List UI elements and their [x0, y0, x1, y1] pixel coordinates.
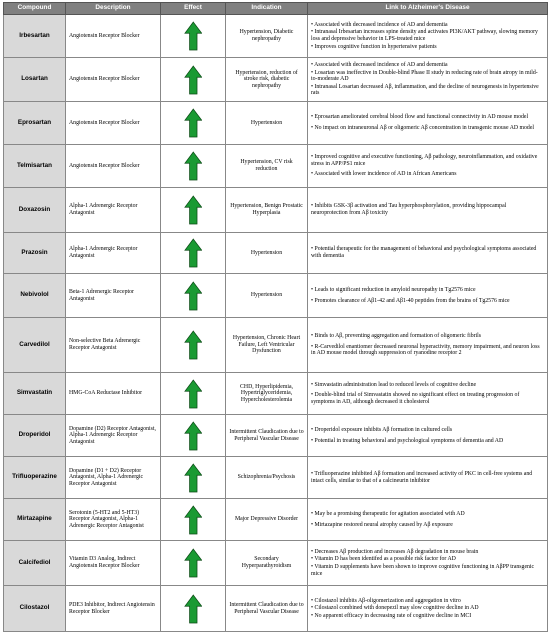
link-bullet: • Improves cognitive function in hypertensive patients: [311, 43, 437, 50]
table-row: [4, 499, 548, 541]
link-bullet: • Vitamin D has been identifed as a possible risk factor for AD: [311, 556, 456, 563]
up-arrow-icon: [184, 108, 203, 138]
drug-table-container: [3, 2, 547, 632]
table-row: [4, 15, 548, 58]
table-row: [4, 541, 548, 586]
compound-name: Mirtazapine: [4, 499, 66, 541]
link-bullet: • Improved cognitive and executive functioning, Aβ pathology, neuroinflammation, and oxidative stress in APP/PS1 mice: [311, 154, 538, 167]
link-to-ad: [308, 415, 548, 457]
indication: Hypertension: [226, 233, 308, 274]
table-row: [4, 233, 548, 274]
compound-name: Losartan: [4, 58, 66, 102]
header-effect: Effect: [161, 3, 226, 15]
effect-cell: [161, 541, 226, 586]
link-bullet: • Simvastatin administration lead to reduced levels of cognitive decline: [311, 381, 477, 388]
effect-cell: [161, 318, 226, 373]
link-bullet: • Losartan was ineffective in Double-blind Phase II study in reducing rate of brain atropy in mild-to-moderate AD: [311, 69, 538, 83]
compound-name: Telmisartan: [4, 145, 66, 188]
table-row: [4, 373, 548, 415]
link-bullet: • Leads to significant reduction in amyloid neuropathy in Tg2576 mice: [311, 286, 476, 293]
compound-name: Prazosin: [4, 233, 66, 274]
link-to-ad: [308, 58, 548, 102]
compound-name: Nebivolol: [4, 274, 66, 318]
indication: Hypertension: [226, 274, 308, 318]
link-bullet: • May be a promising therapeutic for agitation associated with AD: [311, 510, 465, 517]
compound-name: Eprosartan: [4, 102, 66, 145]
up-arrow-icon: [184, 65, 203, 95]
compound-description: Vitamin D3 Analog, Indirect Angiotensin Receptor Blocker: [66, 541, 161, 586]
up-arrow-icon: [184, 151, 203, 181]
indication: Intermittent Claudication due to Peripheral Vascular Disease: [226, 586, 308, 632]
indication: Intermittent Claudication due to Peripheral Vascular Disease: [226, 415, 308, 457]
indication: Hypertension, Benign Prostatic Hyperplasia: [226, 188, 308, 233]
compound-name: Trifluoperazine: [4, 457, 66, 499]
effect-cell: [161, 586, 226, 632]
header-description: Description: [66, 3, 161, 15]
link-to-ad: [308, 457, 548, 499]
effect-cell: [161, 274, 226, 318]
table-row: [4, 586, 548, 632]
compound-description: Serotonin (5-HT2 and 5-HT3) Receptor Antagonist, Alpha-1 Adrenergic Receptor Antagonist: [66, 499, 161, 541]
compound-name: Cilostazol: [4, 586, 66, 632]
compound-description: Alpha-1 Adrenergic Receptor Antagonist: [66, 188, 161, 233]
effect-cell: [161, 373, 226, 415]
compound-name: Carvedilol: [4, 318, 66, 373]
link-bullet: • Decreases Aβ production and increases Aβ degradation in mouse brain: [311, 548, 479, 555]
effect-cell: [161, 145, 226, 188]
indication: Hypertension: [226, 102, 308, 145]
table-row: [4, 318, 548, 373]
up-arrow-icon: [184, 238, 203, 268]
link-bullet: • Double-blind trial of Simvastatin showed no significant effect on treating progression of symptoms in AD, although decreased it cholesterol: [311, 392, 520, 405]
effect-cell: [161, 499, 226, 541]
compound-description: HMG-CoA Reductase Inhibitor: [66, 373, 161, 415]
link-to-ad: [308, 373, 548, 415]
link-to-ad: [308, 586, 548, 632]
up-arrow-icon: [184, 379, 203, 409]
table-row: [4, 274, 548, 318]
effect-cell: [161, 457, 226, 499]
indication: CHD, Hyperlipidemia, Hypertriglyceridemia, Hypercholesterolemia: [226, 373, 308, 415]
header-compound: Compound: [4, 3, 66, 15]
up-arrow-icon: [184, 463, 203, 493]
link-bullet: • Cilostazol combined with donepezil may slow cognitive decline in AD: [311, 605, 479, 612]
header-row: [4, 3, 548, 15]
link-bullet: • Promotes clearance of Aβ1-42 and Aβ1-40 peptides from the brains of Tg2576 mice: [311, 297, 510, 304]
up-arrow-icon: [184, 21, 203, 51]
link-bullet: • Associated with decreased incidence of AD and dementia: [311, 21, 448, 28]
compound-description: Non-selective Beta Adrenergic Receptor Antagonist: [66, 318, 161, 373]
effect-cell: [161, 188, 226, 233]
indication: Major Depressive Disorder: [226, 499, 308, 541]
compound-name: Simvastatin: [4, 373, 66, 415]
compound-description: Angiotensin Receptor Blocker: [66, 145, 161, 188]
up-arrow-icon: [184, 281, 203, 311]
compound-description: Angiotensin Receptor Blocker: [66, 15, 161, 58]
header-indication: Indication: [226, 3, 308, 15]
compound-name: Calcifediol: [4, 541, 66, 586]
link-bullet: • Inhibits GSK-3β activation and Tau hyperphosphorylation, providing hippocampal neuroprotection from Aβ toxicity: [311, 203, 507, 216]
compound-name: Droperidol: [4, 415, 66, 457]
link-bullet: • Trifluoperazine inhibited Aβ formation and increased activity of PKC in cell-free systems and intact cells, similar to that of a calcineurin inhibitor: [311, 470, 533, 484]
link-bullet: • Associated with decreased incidence of AD and dementia: [311, 62, 448, 69]
indication: Hypertension, Diabetic nephropathy: [226, 15, 308, 58]
link-bullet: • Associated with lower incidence of AD in African Americans: [311, 171, 457, 178]
link-bullet: • Cilostazol inhibits Aβ-oligomerization and aggregation in vitro: [311, 597, 461, 604]
link-bullet: • Potential therapeutic for the management of behavioral and psychological symptoms associated with dementia: [311, 246, 537, 259]
link-to-ad: [308, 541, 548, 586]
link-to-ad: [308, 233, 548, 274]
link-bullet: • Droperidol exposure inhibits Aβ formation in cultured cells: [311, 426, 453, 433]
compound-description: Beta-1 Adrenergic Receptor Antagonist: [66, 274, 161, 318]
indication: Secondary Hyperparathyroidism: [226, 541, 308, 586]
indication: Hypertension, CV risk reduction: [226, 145, 308, 188]
link-bullet: • No impact on intraneuronal Aβ or oligomeric Aβ concentration in transgenic mouse AD model: [311, 125, 535, 131]
table-row: [4, 145, 548, 188]
table-row: [4, 415, 548, 457]
link-to-ad: [308, 15, 548, 58]
link-bullet: • Binds to Aβ, preventing aggregation and formation of oligomeric fibrils: [311, 333, 481, 340]
up-arrow-icon: [184, 505, 203, 535]
compound-description: Angiotensin Receptor Blocker: [66, 102, 161, 145]
compound-description: Angiotensin Receptor Blocker: [66, 58, 161, 102]
indication: Schizophrenia/Psychosis: [226, 457, 308, 499]
up-arrow-icon: [184, 195, 203, 225]
table-body: [4, 15, 548, 632]
link-to-ad: [308, 274, 548, 318]
header-link-to-ad: Link to Alzheimer's Disease: [308, 3, 548, 15]
up-arrow-icon: [184, 330, 203, 360]
compound-description: Dopamine (D2) Receptor Antagonist, Alpha-1 Adrenergic Receptor Antagonist: [66, 415, 161, 457]
up-arrow-icon: [184, 594, 203, 624]
effect-cell: [161, 233, 226, 274]
link-bullet: • No apparent efficacy in decreasing rate of cognitive decline in MCI: [311, 612, 472, 619]
link-bullet: • Eprosartan ameliorated cerebral blood flow and functional connectivity in AD mouse model: [311, 114, 529, 121]
compound-name: Irbesartan: [4, 15, 66, 58]
compound-description: PDE3 Inhibitor, Indirect Angiotensin Receptor Blocker: [66, 586, 161, 632]
effect-cell: [161, 58, 226, 102]
link-to-ad: [308, 188, 548, 233]
link-to-ad: [308, 145, 548, 188]
link-bullet: • Intranasal Irbesartan increases spine density and activates PI3K/AKT pathway, slowing memory loss and depressive behavior in LPS-treated mice: [311, 29, 538, 42]
table-row: [4, 457, 548, 499]
compound-description: Dopamine (D1 + D2) Receptor Antagonist, Alpha-1 Adrenergic Receptor Antagonist: [66, 457, 161, 499]
link-to-ad: [308, 499, 548, 541]
table-row: [4, 58, 548, 102]
table-row: [4, 102, 548, 145]
link-bullet: • R-Carvedilol enantiomer decreased neuronal hyperactivity, memory impairment, and neuron loss in AD mouse model through suppression of ryanodine receptor 2: [311, 343, 540, 357]
up-arrow-icon: [184, 421, 203, 451]
link-bullet: • Potential in treating behavioral and psychological symptoms of dementia and AD: [311, 437, 504, 444]
indication: Hypertension, reduction of stroke risk, diabetic nephropathy: [226, 58, 308, 102]
table-row: [4, 188, 548, 233]
up-arrow-icon: [184, 548, 203, 578]
link-bullet: • Mirtazapine restored neural atrophy caused by Aβ exposure: [311, 521, 453, 528]
link-to-ad: [308, 102, 548, 145]
link-bullet: • Vitamin D supplements have been shown to improve cognitive functioning in AβPP transgenic mice: [311, 564, 535, 577]
effect-cell: [161, 15, 226, 58]
effect-cell: [161, 102, 226, 145]
compound-name: Doxazosin: [4, 188, 66, 233]
compound-description: Alpha-1 Adrenergic Receptor Antagonist: [66, 233, 161, 274]
link-bullet: • Intranasal Losartan decreased Aβ, inflammation, and the decline of neurogenesis in hypertensive rats: [311, 83, 539, 97]
effect-cell: [161, 415, 226, 457]
repurposed-drug-table: [3, 2, 548, 632]
link-to-ad: [308, 318, 548, 373]
indication: Hypertension, Chronic Heart Failure, Left Ventricular Dysfunction: [226, 318, 308, 373]
